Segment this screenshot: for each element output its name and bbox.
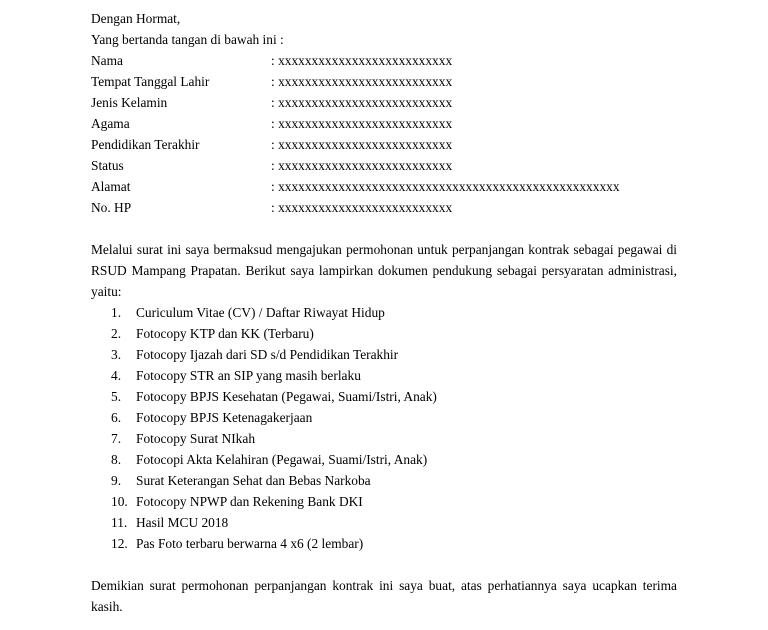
field-value: : xxxxxxxxxxxxxxxxxxxxxxxxxx (271, 116, 453, 131)
list-text: Pas Foto terbaru berwarna 4 x6 (2 lembar) (136, 536, 364, 551)
field-jenis-kelamin (91, 92, 677, 113)
field-label: Nama (91, 53, 123, 68)
list-number: 1. (111, 305, 122, 320)
intro-line: Yang bertanda tangan di bawah ini : (91, 32, 284, 47)
field-value: : xxxxxxxxxxxxxxxxxxxxxxxxxxxxxxxxxxxxxxxxxxxxxxxxxxx (271, 179, 620, 194)
list-number: 11. (111, 515, 128, 530)
list-number: 7. (111, 431, 122, 446)
field-label: Agama (91, 116, 130, 131)
list-text: Fotocopy Ijazah dari SD s/d Pendidikan Terakhir (136, 347, 399, 362)
field-value: : xxxxxxxxxxxxxxxxxxxxxxxxxx (271, 53, 453, 68)
identity-fields (91, 50, 677, 218)
field-label: Pendidikan Terakhir (91, 137, 200, 152)
letter-page (91, 8, 677, 617)
field-agama (91, 113, 677, 134)
list-text: Fotocopi Akta Kelahiran (Pegawai, Suami/Istri, Anak) (136, 452, 428, 467)
field-label: Jenis Kelamin (91, 95, 168, 110)
spacer (91, 554, 677, 575)
field-value: : xxxxxxxxxxxxxxxxxxxxxxxxxx (271, 95, 453, 110)
field-no-hp (91, 197, 677, 218)
list-number: 2. (111, 326, 122, 341)
field-value: : xxxxxxxxxxxxxxxxxxxxxxxxxx (271, 200, 453, 215)
list-number: 12. (111, 536, 128, 551)
list-item (91, 302, 677, 323)
list-text: Fotocopy BPJS Ketenagakerjaan (136, 410, 313, 425)
salutation: Dengan Hormat, (91, 11, 181, 26)
list-number: 6. (111, 410, 122, 425)
field-label: Tempat Tanggal Lahir (91, 74, 210, 89)
field-value: : xxxxxxxxxxxxxxxxxxxxxxxxxx (271, 74, 453, 89)
list-text: Fotocopy STR an SIP yang masih berlaku (136, 368, 361, 383)
list-number: 4. (111, 368, 122, 383)
field-status (91, 155, 677, 176)
field-value: : xxxxxxxxxxxxxxxxxxxxxxxxxx (271, 158, 453, 173)
list-number: 10. (111, 494, 128, 509)
list-number: 8. (111, 452, 122, 467)
list-item (91, 533, 677, 554)
list-number: 9. (111, 473, 122, 488)
list-text: Fotocopy Surat NIkah (136, 431, 256, 446)
field-nama (91, 50, 677, 71)
list-text: Curiculum Vitae (CV) / Daftar Riwayat Hidup (136, 305, 385, 320)
body-paragraph: Melalui surat ini saya bermaksud mengajukan permohonan untuk perpanjangan kontrak sebagai pegawai di RSUD Mampang Prapatan. Berikut saya lampirkan dokumen pendukung sebagai persyaratan administrasi, yaitu: (91, 242, 677, 299)
field-pendidikan-terakhir (91, 134, 677, 155)
field-tempat-tanggal-lahir (91, 71, 677, 92)
list-number: 5. (111, 389, 122, 404)
list-text: Hasil MCU 2018 (136, 515, 229, 530)
list-item (91, 407, 677, 428)
field-value: : xxxxxxxxxxxxxxxxxxxxxxxxxx (271, 137, 453, 152)
field-label: Alamat (91, 179, 131, 194)
spacer (91, 218, 677, 239)
list-text: Fotocopy KTP dan KK (Terbaru) (136, 326, 314, 341)
list-item (91, 428, 677, 449)
closing-paragraph: Demikian surat permohonan perpanjangan kontrak ini saya buat, atas perhatiannya saya ucapkan terima kasih. (91, 578, 677, 614)
list-item (91, 344, 677, 365)
list-item (91, 323, 677, 344)
list-text: Surat Keterangan Sehat dan Bebas Narkoba (136, 473, 371, 488)
field-alamat (91, 176, 677, 197)
list-number: 3. (111, 347, 122, 362)
field-label: Status (91, 158, 124, 173)
list-item (91, 491, 677, 512)
attachment-list (91, 302, 677, 554)
list-item (91, 512, 677, 533)
list-item (91, 449, 677, 470)
list-item (91, 470, 677, 491)
list-item (91, 386, 677, 407)
list-text: Fotocopy NPWP dan Rekening Bank DKI (136, 494, 363, 509)
list-item (91, 365, 677, 386)
list-text: Fotocopy BPJS Kesehatan (Pegawai, Suami/Istri, Anak) (136, 389, 437, 404)
field-label: No. HP (91, 200, 132, 215)
